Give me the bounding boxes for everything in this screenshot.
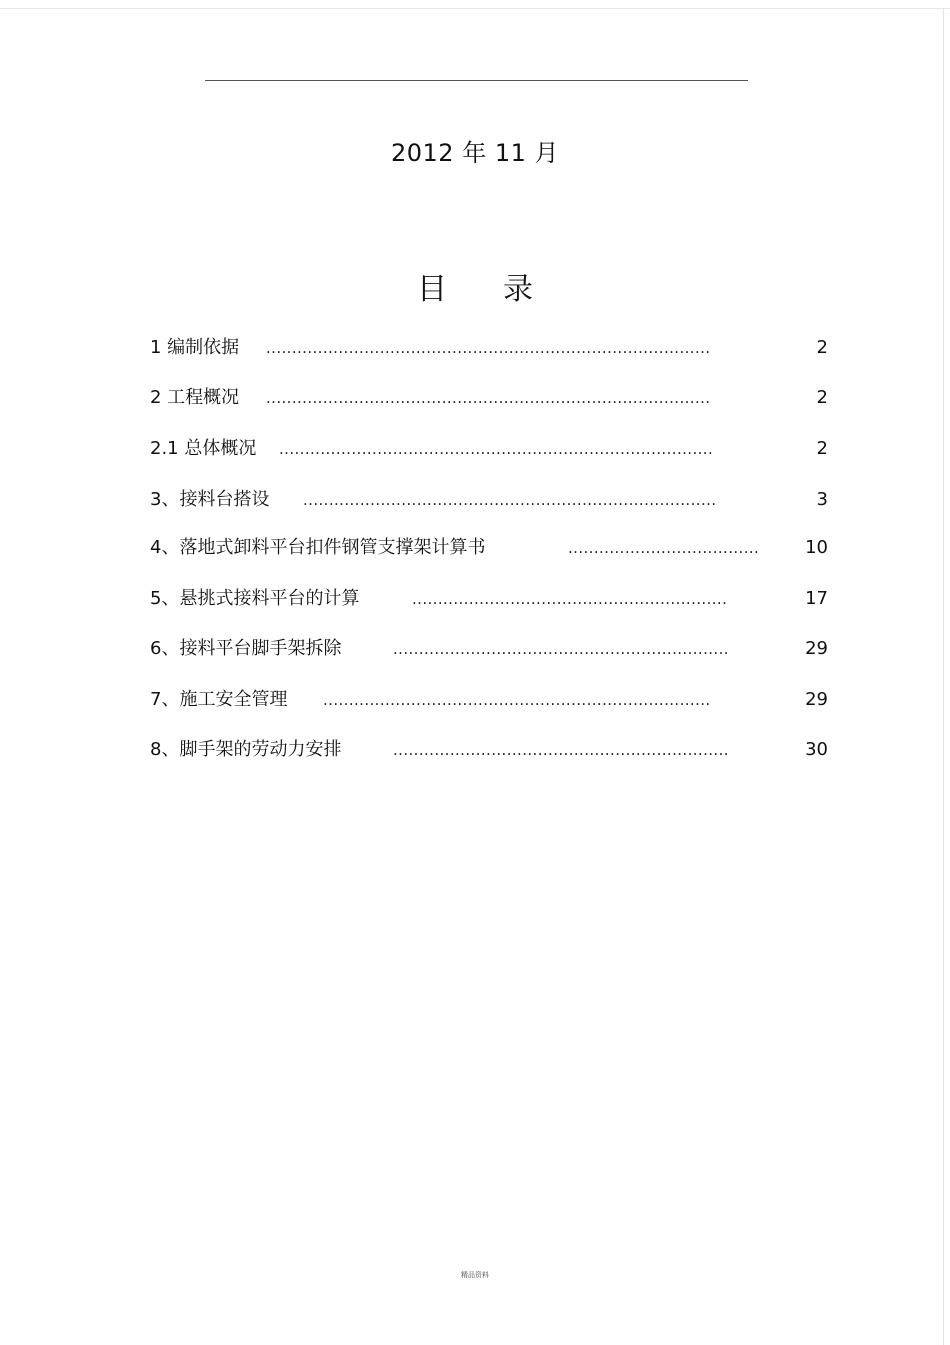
toc-entry-page: 17 [805, 588, 828, 609]
toc-entry-leader: ...................................................................................... [266, 389, 711, 407]
toc-entry-leader: ........................................................................... [323, 691, 711, 709]
toc-entry-4[interactable] [150, 486, 830, 514]
toc-entry-leader: ...................................................................................... [266, 339, 711, 357]
footer-note: 精品资料 [461, 1271, 489, 1279]
toc-entry-page: 10 [805, 537, 828, 558]
toc-entry-label: 6、接料平台脚手架拆除 [150, 638, 342, 659]
toc-entry-2[interactable] [150, 384, 830, 412]
toc-entry-label: 5、悬挑式接料平台的计算 [150, 588, 360, 609]
toc-entry-page: 2 [816, 387, 828, 408]
toc-entry-7[interactable] [150, 635, 830, 663]
toc-entry-8[interactable] [150, 686, 830, 714]
toc-entry-label: 3、接料台搭设 [150, 489, 270, 510]
toc-entry-page: 30 [805, 739, 828, 760]
toc-entry-page: 2 [816, 337, 828, 358]
toc-entry-label: 8、脚手架的劳动力安排 [150, 739, 342, 760]
toc-entry-label: 2 工程概况 [150, 387, 240, 408]
toc-entry-5[interactable] [150, 534, 830, 562]
toc-entry-leader: ..................................... [568, 539, 760, 557]
toc-entry-3[interactable] [150, 435, 830, 463]
toc-entry-page: 3 [816, 489, 828, 510]
toc-entry-leader: ................................................................................ [303, 491, 717, 509]
toc-entry-page: 29 [805, 689, 828, 710]
toc-entry-1[interactable] [150, 334, 830, 362]
document-date: 2012 年 11 月 [390, 139, 559, 167]
toc-entry-page: 29 [805, 638, 828, 659]
toc-entry-6[interactable] [150, 585, 830, 613]
toc-title-part1: 目 [417, 272, 447, 307]
toc-entry-leader: ................................................................. [393, 741, 729, 759]
toc-entry-label: 4、落地式卸料平台扣件钢管支撑架计算书 [150, 537, 486, 558]
toc-title-part2: 录 [503, 272, 533, 307]
toc-entry-leader: ............................................................. [412, 590, 728, 608]
toc-entry-leader: .................................................................................... [279, 440, 714, 458]
toc-entry-leader: ................................................................. [393, 640, 729, 658]
toc-entry-page: 2 [816, 438, 828, 459]
toc-entry-label: 2.1 总体概况 [150, 438, 257, 459]
toc-entry-9[interactable] [150, 736, 830, 764]
toc-entry-label: 1 编制依据 [150, 337, 240, 358]
toc-entry-label: 7、施工安全管理 [150, 689, 288, 710]
